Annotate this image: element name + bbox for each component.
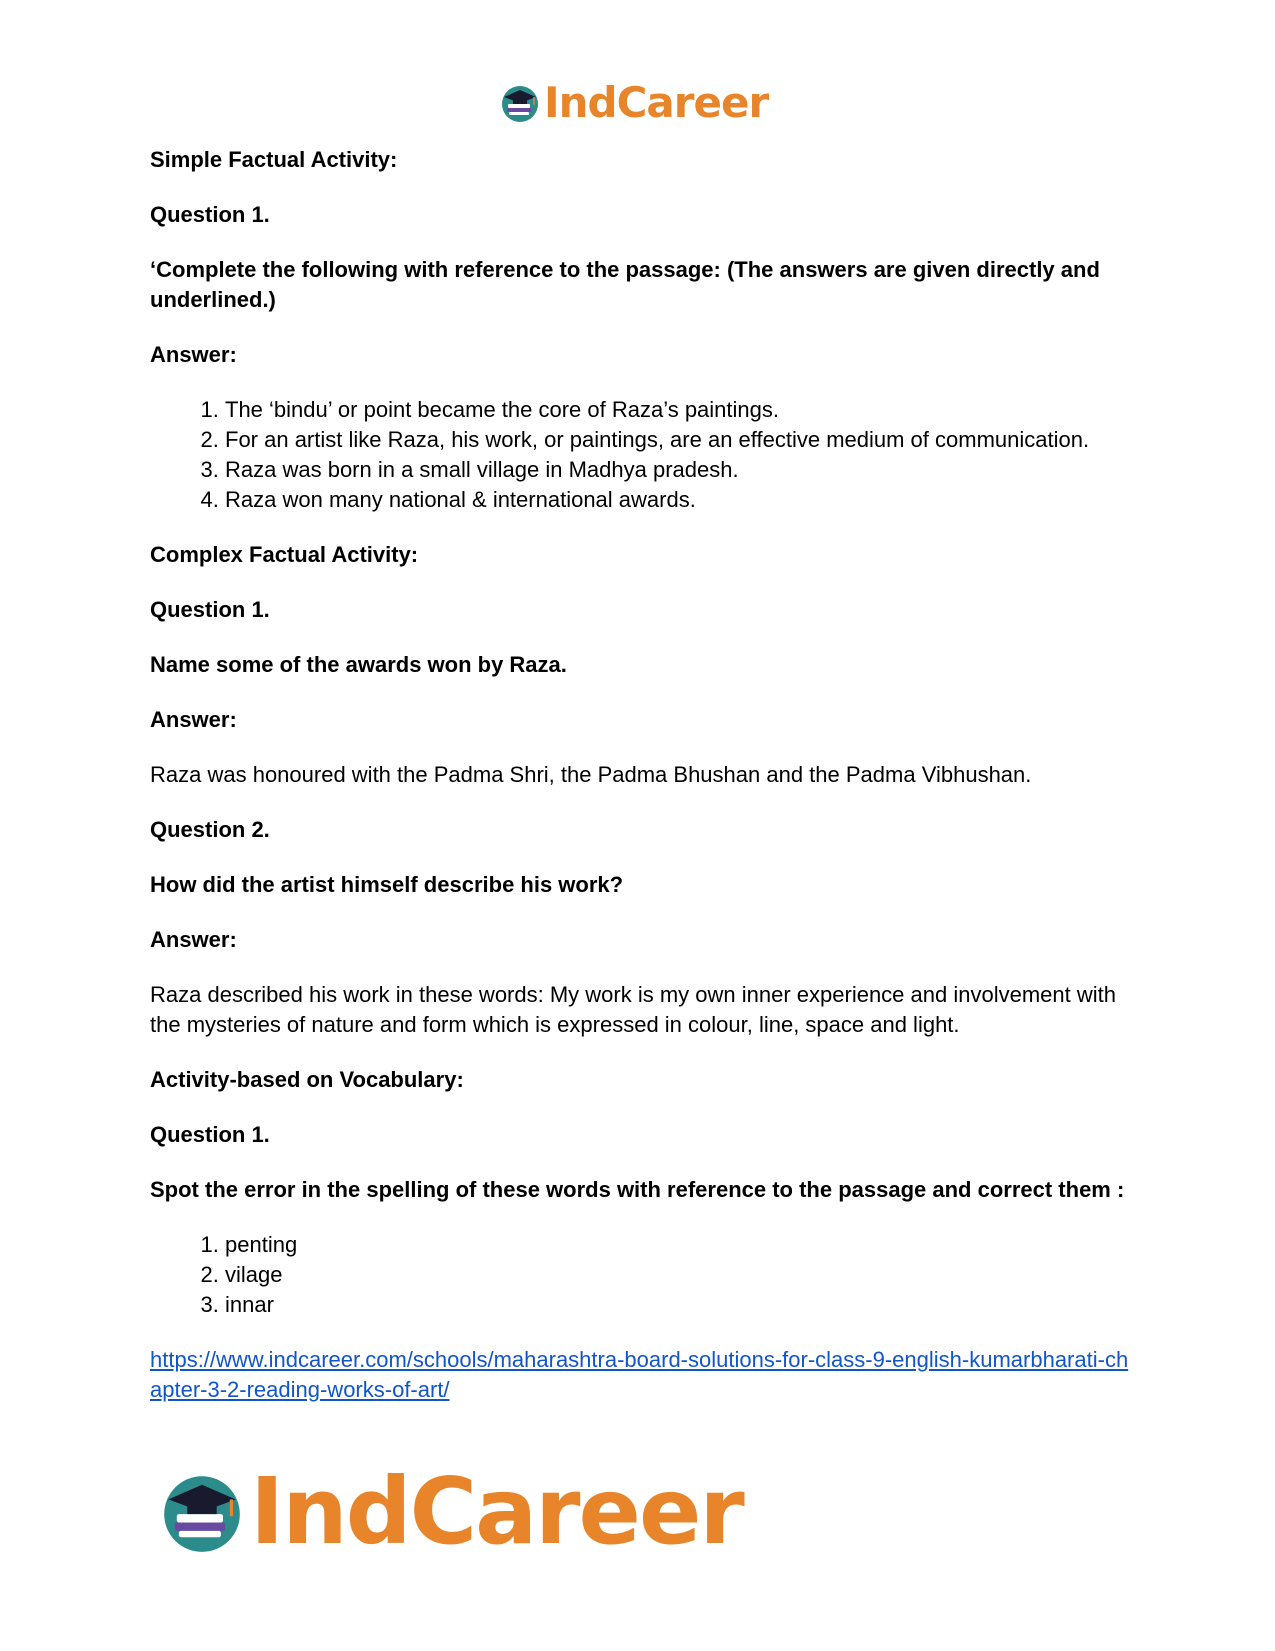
book-graduation-cap-icon xyxy=(160,1470,244,1554)
question-label: Question 2. xyxy=(150,817,270,842)
answer-label: Answer: xyxy=(150,342,237,367)
answer-text: Raza described his work in these words: My work is my own inner experience and involvement with the mysteries of nature and form which is expressed in colour, line, space and light. xyxy=(150,982,1116,1037)
source-link[interactable]: https://www.indcareer.com/schools/maharashtra-board-solutions-for-class-9-english-kumarbharati-chapter-3-2-reading-works-of-art/ xyxy=(150,1347,1129,1402)
logo-text: IndCareer xyxy=(250,1458,743,1565)
question-text: How did the artist himself describe his work? xyxy=(150,872,624,897)
answer-list xyxy=(150,395,1140,515)
list-item: 1. The ‘bindu’ or point became the core of Raza’s paintings. xyxy=(225,395,1140,425)
list-item: 4. Raza won many national & international awards. xyxy=(225,485,1140,515)
list-item: 2. For an artist like Raza, his work, or paintings, are an effective medium of communication. xyxy=(225,425,1140,455)
answer-label: Answer: xyxy=(150,707,237,732)
question-text: Spot the error in the spelling of these words with reference to the passage and correct them : xyxy=(150,1177,1125,1202)
section-heading-complex: Complex Factual Activity: xyxy=(150,542,419,567)
footer-logo xyxy=(160,1458,743,1565)
logo-text: IndCareer xyxy=(544,78,769,127)
word-list xyxy=(150,1230,1140,1320)
document-body xyxy=(150,145,1140,1405)
question-label: Question 1. xyxy=(150,202,270,227)
header-logo xyxy=(500,78,768,127)
question-label: Question 1. xyxy=(150,597,270,622)
answer-label: Answer: xyxy=(150,927,237,952)
section-heading-simple: Simple Factual Activity: xyxy=(150,147,398,172)
question-text: ‘Complete the following with reference to the passage: (The answers are given directly and underlined.) xyxy=(150,257,1100,312)
question-text: Name some of the awards won by Raza. xyxy=(150,652,567,677)
answer-text: Raza was honoured with the Padma Shri, the Padma Bhushan and the Padma Vibhushan. xyxy=(150,762,1032,787)
list-item: 3. innar xyxy=(225,1290,1140,1320)
section-heading-vocab: Activity-based on Vocabulary: xyxy=(150,1067,464,1092)
book-graduation-cap-icon xyxy=(500,83,540,123)
list-item: 1. penting xyxy=(225,1230,1140,1260)
question-label: Question 1. xyxy=(150,1122,270,1147)
list-item: 3. Raza was born in a small village in Madhya pradesh. xyxy=(225,455,1140,485)
list-item: 2. vilage xyxy=(225,1260,1140,1290)
